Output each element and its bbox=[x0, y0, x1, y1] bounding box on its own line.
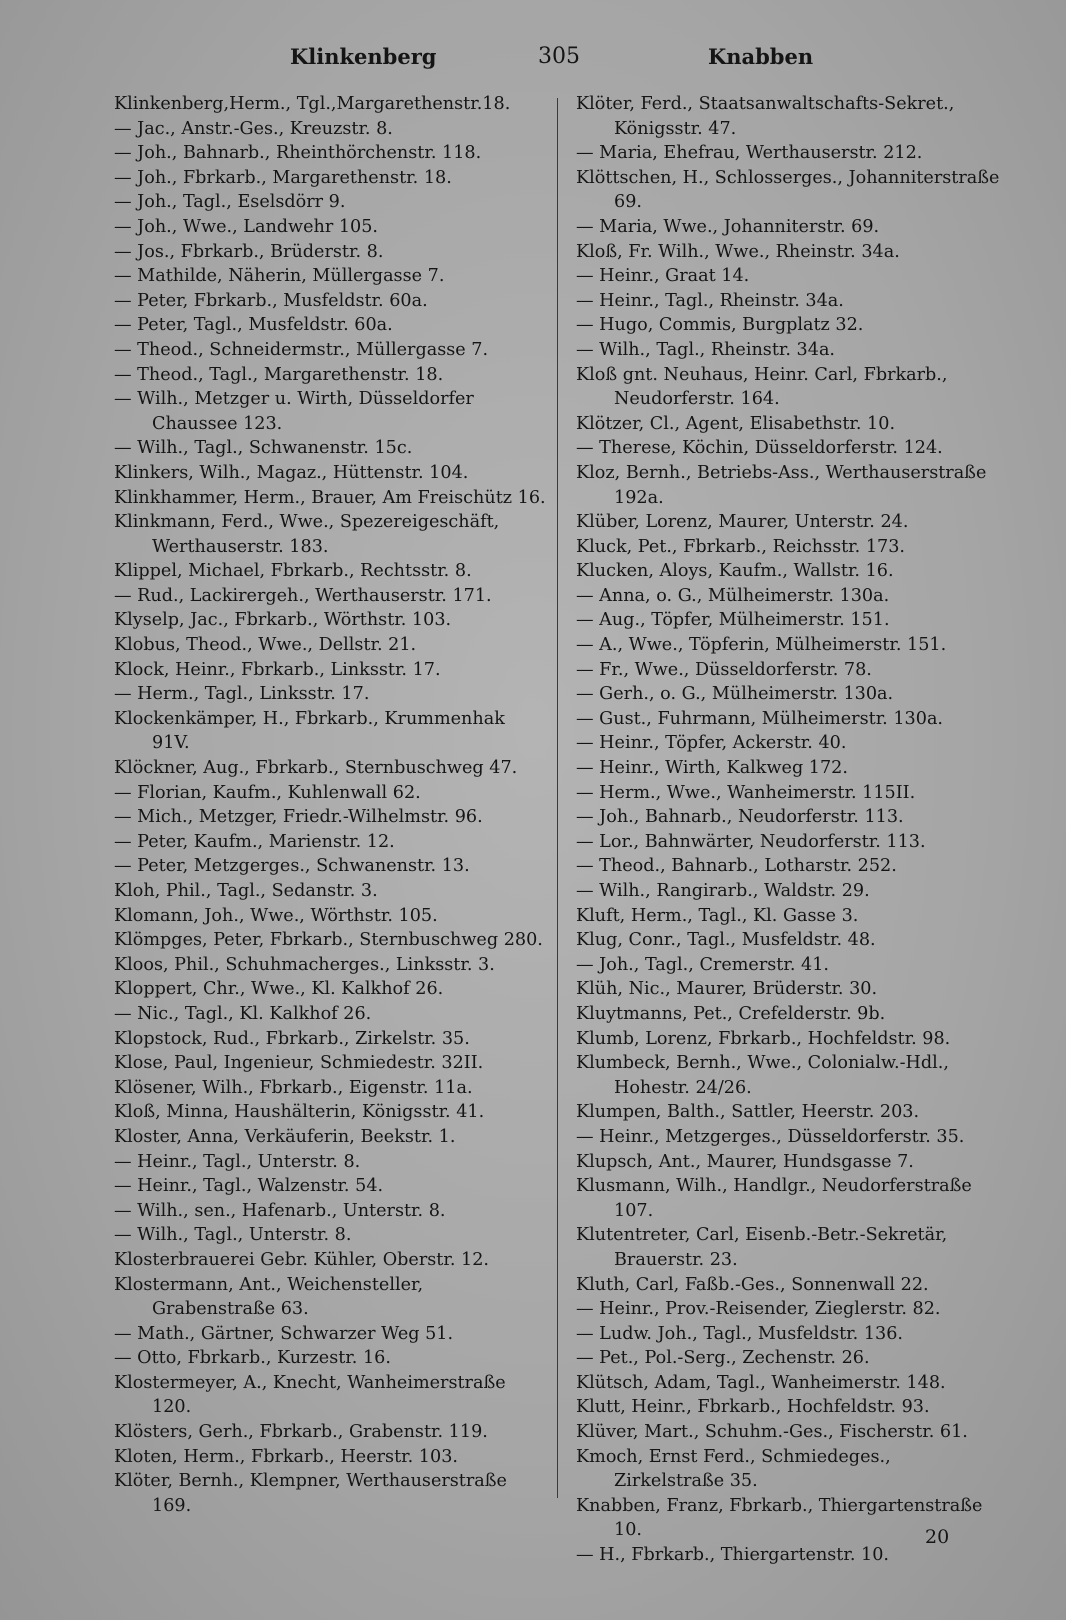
directory-entry: Kloß, Fr. Wilh., Wwe., Rheinstr. 34a. bbox=[576, 241, 900, 262]
directory-entry: — Heinr., Metzgerges., Düsseldorferstr. 35. bbox=[576, 1126, 965, 1147]
directory-entry: Klöttschen, H., Schlosserges., Johanniterstraße 69. bbox=[576, 167, 1000, 213]
directory-entry: — Therese, Köchin, Düsseldorferstr. 124. bbox=[576, 438, 943, 459]
directory-entry: — Mich., Metzger, Friedr.-Wilhelmstr. 96. bbox=[114, 807, 483, 828]
directory-entry: — Peter, Tagl., Musfeldstr. 60a. bbox=[114, 315, 393, 336]
signature-mark: 20 bbox=[925, 1526, 950, 1548]
directory-entry: — Heinr., Prov.-Reisender, Zieglerstr. 82. bbox=[576, 1299, 941, 1320]
directory-entry: — H., Fbrkarb., Thiergartenstr. 10. bbox=[576, 1545, 890, 1566]
directory-entry: — Wilh., Rangirarb., Waldstr. 29. bbox=[576, 881, 870, 901]
directory-entry: — Theod., Bahnarb., Lotharstr. 252. bbox=[576, 856, 897, 877]
directory-entry: Klutentreter, Carl, Eisenb.-Betr.-Sekretär, Brauerstr. 23. bbox=[576, 1225, 948, 1270]
directory-entry: Kloh, Phil., Tagl., Sedanstr. 3. bbox=[114, 881, 378, 901]
directory-entry: — Lor., Bahnwärter, Neudorferstr. 113. bbox=[576, 831, 926, 852]
directory-entry: — Heinr., Wirth, Kalkweg 172. bbox=[576, 758, 848, 779]
directory-entry: Klockenkämper, H., Fbrkarb., Krummenhak 91V. bbox=[114, 708, 505, 754]
directory-entry: Klumb, Lorenz, Fbrkarb., Hochfeldstr. 98. bbox=[576, 1028, 951, 1049]
directory-entry: — Aug., Töpfer, Mülheimerstr. 151. bbox=[576, 610, 890, 631]
directory-entry: Kluytmanns, Pet., Crefelderstr. 9b. bbox=[576, 1003, 886, 1024]
page-number: 305 bbox=[538, 44, 580, 69]
directory-entry: — Ludw. Joh., Tagl., Musfeldstr. 136. bbox=[576, 1323, 904, 1344]
directory-entry: Klostermann, Ant., Weichensteller, Grabenstraße 63. bbox=[114, 1274, 424, 1320]
directory-entry: — Gust., Fuhrmann, Mülheimerstr. 130a. bbox=[576, 708, 944, 729]
directory-entry: Kluth, Carl, Faßb.-Ges., Sonnenwall 22. bbox=[576, 1274, 929, 1295]
directory-entry: — Heinr., Tagl., Rheinstr. 34a. bbox=[576, 290, 844, 311]
directory-entry: Klöter, Bernh., Klempner, Werthauserstraße 169. bbox=[114, 1471, 507, 1516]
directory-entry: — Joh., Tagl., Eselsdörr 9. bbox=[114, 192, 346, 213]
directory-entry: — Anna, o. G., Mülheimerstr. 130a. bbox=[576, 585, 890, 606]
directory-entry: Klüber, Lorenz, Maurer, Unterstr. 24. bbox=[576, 512, 909, 533]
directory-entry: — Heinr., Tagl., Walzenstr. 54. bbox=[114, 1176, 384, 1197]
directory-entry: Klötzer, Cl., Agent, Elisabethstr. 10. bbox=[576, 413, 896, 434]
page-header bbox=[112, 44, 992, 84]
directory-entry: Kloster, Anna, Verkäuferin, Beekstr. 1. bbox=[114, 1126, 456, 1147]
directory-entry: — Theod., Tagl., Margarethenstr. 18. bbox=[114, 364, 444, 385]
directory-entry: — Nic., Tagl., Kl. Kalkhof 26. bbox=[114, 1003, 372, 1024]
directory-entry: Klinkers, Wilh., Magaz., Hüttenstr. 104. bbox=[114, 462, 469, 483]
directory-entry: — Heinr., Tagl., Unterstr. 8. bbox=[114, 1151, 361, 1172]
directory-entry: Klutt, Heinr., Fbrkarb., Hochfeldstr. 93. bbox=[576, 1397, 930, 1418]
directory-entry: Klucken, Aloys, Kaufm., Wallstr. 16. bbox=[576, 561, 894, 582]
directory-entry: Klösener, Wilh., Fbrkarb., Eigenstr. 11a. bbox=[114, 1077, 473, 1098]
directory-entry: — Heinr., Töpfer, Ackerstr. 40. bbox=[576, 733, 847, 754]
directory-entry: — Maria, Ehefrau, Werthauserstr. 212. bbox=[576, 143, 923, 164]
directory-entry: Klinkenberg,Herm., Tgl.,Margarethenstr.18. bbox=[114, 94, 511, 114]
directory-entry: — Joh., Wwe., Landwehr 105. bbox=[114, 216, 379, 237]
directory-entry: Kloz, Bernh., Betriebs-Ass., Werthauserstraße 192a. bbox=[576, 462, 987, 508]
directory-entry: Klüh, Nic., Maurer, Brüderstr. 30. bbox=[576, 979, 878, 1000]
directory-entry: — Herm., Tagl., Linksstr. 17. bbox=[114, 684, 370, 705]
directory-entry: — Herm., Wwe., Wanheimerstr. 115II. bbox=[576, 782, 916, 803]
directory-entry: Klosterbrauerei Gebr. Kühler, Oberstr. 12. bbox=[114, 1249, 489, 1270]
directory-entry: Kloß gnt. Neuhaus, Heinr. Carl, Fbrkarb., Neudorferstr. 164. bbox=[576, 364, 948, 410]
directory-entry: Klippel, Michael, Fbrkarb., Rechtsstr. 8. bbox=[114, 561, 472, 582]
directory-entry: Klüver, Mart., Schuhm.-Ges., Fischerstr. 61. bbox=[576, 1422, 968, 1443]
directory-entry: Klug, Conr., Tagl., Musfeldstr. 48. bbox=[576, 930, 876, 951]
directory-entry: Klock, Heinr., Fbrkarb., Linksstr. 17. bbox=[114, 659, 441, 680]
directory-entry: — Peter, Kaufm., Marienstr. 12. bbox=[114, 831, 395, 852]
directory-entry: Klütsch, Adam, Tagl., Wanheimerstr. 148. bbox=[576, 1372, 946, 1393]
directory-entry: Klobus, Theod., Wwe., Dellstr. 21. bbox=[114, 635, 417, 656]
directory-entry: Klusmann, Wilh., Handlgr., Neudorferstraße 107. bbox=[576, 1176, 972, 1221]
directory-entry: — Wilh., Tagl., Schwanenstr. 15c. bbox=[114, 438, 413, 459]
directory-entry: Klinkmann, Ferd., Wwe., Spezereigeschäft, Werthauserstr. 183. bbox=[114, 512, 500, 557]
directory-entry: — Heinr., Graat 14. bbox=[576, 266, 750, 287]
directory-entry: — Maria, Wwe., Johanniterstr. 69. bbox=[576, 216, 880, 237]
directory-entry: Klyselp, Jac., Fbrkarb., Wörthstr. 103. bbox=[114, 610, 452, 631]
directory-entry: — Mathilde, Näherin, Müllergasse 7. bbox=[114, 266, 445, 287]
directory-entry: — Jos., Fbrkarb., Brüderstr. 8. bbox=[114, 241, 384, 262]
directory-entry: — Joh., Bahnarb., Rheinthörchenstr. 118. bbox=[114, 143, 482, 164]
column-divider bbox=[557, 98, 558, 1498]
directory-entry: — Math., Gärtner, Schwarzer Weg 51. bbox=[114, 1323, 454, 1344]
directory-entry: Klösters, Gerh., Fbrkarb., Grabenstr. 119. bbox=[114, 1422, 488, 1443]
directory-entry: — Rud., Lackirergeh., Werthauserstr. 171. bbox=[114, 585, 492, 606]
directory-entry: — Wilh., Tagl., Rheinstr. 34a. bbox=[576, 339, 836, 360]
directory-entry: — Peter, Metzgerges., Schwanenstr. 13. bbox=[114, 856, 470, 877]
directory-entry: Klumbeck, Bernh., Wwe., Colonialw.-Hdl., Hohestr. 24/26. bbox=[576, 1053, 949, 1098]
left-column bbox=[114, 92, 546, 1518]
directory-entry: Klumpen, Balth., Sattler, Heerstr. 203. bbox=[576, 1102, 920, 1123]
directory-entry: — Theod., Schneidermstr., Müllergasse 7. bbox=[114, 339, 489, 360]
directory-entry: — Hugo, Commis, Burgplatz 32. bbox=[576, 315, 864, 336]
directory-entry: Kluck, Pet., Fbrkarb., Reichsstr. 173. bbox=[576, 536, 906, 557]
directory-entry: Klostermeyer, A., Knecht, Wanheimerstraße 120. bbox=[114, 1372, 506, 1418]
directory-entry: — Otto, Fbrkarb., Kurzestr. 16. bbox=[114, 1348, 391, 1369]
directory-entry: Klöckner, Aug., Fbrkarb., Sternbuschweg 47. bbox=[114, 758, 518, 779]
directory-entry: Kloos, Phil., Schuhmacherges., Linksstr. 3. bbox=[114, 954, 495, 975]
directory-entry: Kmoch, Ernst Ferd., Schmiedeges., Zirkelstraße 35. bbox=[576, 1446, 891, 1492]
directory-entry: — Jac., Anstr.-Ges., Kreuzstr. 8. bbox=[114, 118, 393, 139]
directory-entry: — Joh., Tagl., Cremerstr. 41. bbox=[576, 954, 829, 975]
header-left-keyword: Klinkenberg bbox=[290, 44, 437, 69]
directory-entry: — A., Wwe., Töpferin, Mülheimerstr. 151. bbox=[576, 635, 947, 656]
directory-entry: Klose, Paul, Ingenieur, Schmiedestr. 32II. bbox=[114, 1053, 484, 1074]
right-column bbox=[576, 92, 1006, 1568]
directory-entry: Klopstock, Rud., Fbrkarb., Zirkelstr. 35. bbox=[114, 1028, 470, 1049]
directory-entry: — Peter, Fbrkarb., Musfeldstr. 60a. bbox=[114, 290, 428, 311]
directory-entry: Klöter, Ferd., Staatsanwaltschafts-Sekret., Königsstr. 47. bbox=[576, 94, 955, 139]
directory-entry: Klupsch, Ant., Maurer, Hundsgasse 7. bbox=[576, 1151, 914, 1172]
directory-entry: Klinkhammer, Herm., Brauer, Am Freischütz 16. bbox=[114, 487, 546, 508]
directory-entry: Kloppert, Chr., Wwe., Kl. Kalkhof 26. bbox=[114, 979, 444, 1000]
directory-entry: — Wilh., Tagl., Unterstr. 8. bbox=[114, 1225, 352, 1246]
directory-entry: — Wilh., sen., Hafenarb., Unterstr. 8. bbox=[114, 1200, 446, 1221]
directory-entry: — Joh., Fbrkarb., Margarethenstr. 18. bbox=[114, 167, 452, 188]
directory-entry: Kloß, Minna, Haushälterin, Königsstr. 41. bbox=[114, 1102, 485, 1123]
directory-entry: Knabben, Franz, Fbrkarb., Thiergartenstraße 10. bbox=[576, 1495, 983, 1541]
directory-entry: — Gerh., o. G., Mülheimerstr. 130a. bbox=[576, 684, 894, 705]
directory-entry: Klomann, Joh., Wwe., Wörthstr. 105. bbox=[114, 905, 438, 926]
directory-entry: — Florian, Kaufm., Kuhlenwall 62. bbox=[114, 782, 421, 803]
directory-entry: — Fr., Wwe., Düsseldorferstr. 78. bbox=[576, 659, 872, 680]
directory-entry: — Wilh., Metzger u. Wirth, Düsseldorfer Chaussee 123. bbox=[114, 389, 474, 434]
directory-entry: Kloten, Herm., Fbrkarb., Heerstr. 103. bbox=[114, 1446, 458, 1467]
directory-entry: Kluft, Herm., Tagl., Kl. Gasse 3. bbox=[576, 905, 859, 926]
directory-entry: — Joh., Bahnarb., Neudorferstr. 113. bbox=[576, 807, 904, 828]
header-right-keyword: Knabben bbox=[708, 44, 814, 69]
directory-entry: Klömpges, Peter, Fbrkarb., Sternbuschweg 280. bbox=[114, 930, 543, 951]
directory-entry: — Pet., Pol.-Serg., Zechenstr. 26. bbox=[576, 1348, 870, 1369]
